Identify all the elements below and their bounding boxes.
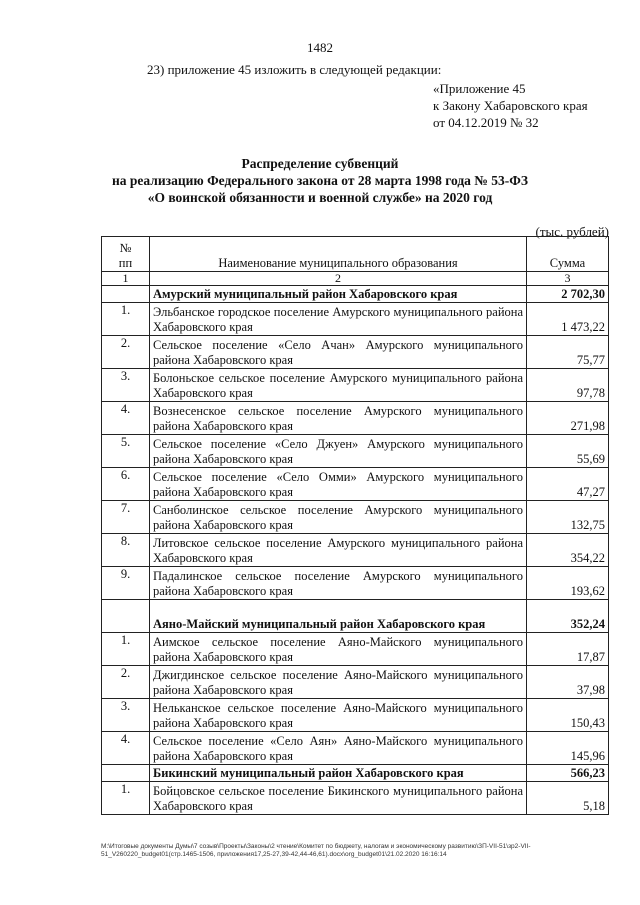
page-number: 1482 bbox=[307, 40, 333, 55]
table-row bbox=[102, 435, 609, 468]
municipality-name: Бойцовское сельское поселение Бикинского муниципального района Хабаровского края bbox=[150, 782, 527, 815]
row-number: 1. bbox=[102, 633, 150, 666]
region-total: 352,24 bbox=[527, 600, 609, 633]
region-name: Амурский муниципальный район Хабаровского края bbox=[150, 286, 527, 303]
region-total: 566,23 bbox=[527, 765, 609, 782]
table-row bbox=[102, 567, 609, 600]
region-number-cell bbox=[102, 765, 150, 782]
row-sum: 75,77 bbox=[527, 336, 609, 369]
region-name: Аяно-Майский муниципальный район Хабаровского края bbox=[150, 600, 527, 633]
header-name: Наименование муниципального образования bbox=[150, 237, 527, 272]
row-sum: 47,27 bbox=[527, 468, 609, 501]
region-row bbox=[102, 765, 609, 782]
row-sum: 193,62 bbox=[527, 567, 609, 600]
region-number-cell bbox=[102, 600, 150, 633]
units-label: (тыс. рублей) bbox=[535, 224, 609, 239]
title-line-3: «О воинской обязанности и военной службе» на 2020 год bbox=[147, 190, 493, 205]
table-row bbox=[102, 732, 609, 765]
table-row bbox=[102, 501, 609, 534]
row-number: 4. bbox=[102, 402, 150, 435]
intro-text: 23) приложение 45 изложить в следующей редакции: bbox=[147, 62, 442, 77]
header-number-line-1: № bbox=[119, 241, 132, 255]
row-number: 1. bbox=[102, 303, 150, 336]
row-number: 3. bbox=[102, 699, 150, 732]
municipality-name: Падалинское сельское поселение Амурского муниципального района Хабаровского края bbox=[150, 567, 527, 600]
row-number: 1. bbox=[102, 782, 150, 815]
table-row bbox=[102, 534, 609, 567]
table-row bbox=[102, 402, 609, 435]
row-number: 2. bbox=[102, 336, 150, 369]
row-sum: 145,96 bbox=[527, 732, 609, 765]
row-sum: 150,43 bbox=[527, 699, 609, 732]
table-header-row bbox=[102, 237, 609, 272]
table-row bbox=[102, 633, 609, 666]
appendix-line-1: «Приложение 45 bbox=[433, 81, 526, 96]
row-number: 4. bbox=[102, 732, 150, 765]
row-number: 5. bbox=[102, 435, 150, 468]
column-index: 3 bbox=[527, 272, 609, 286]
file-path-footer: M:\Итоговые документы Думы\7 созыв\Проекты\Законы\2 чтение\Комитет по бюджету, налогам и экономическому развитию\ЗП-VII-51\зp2-VII-51_V260220_budget01(стр.1465-1506, приложения17,25-27,39-42,44-46,61).docx\org_budget01\21.02.2020 16:16:14 bbox=[101, 843, 531, 858]
municipality-name: Сельское поселение «Село Ачан» Амурского муниципального района Хабаровского края bbox=[150, 336, 527, 369]
row-number: 2. bbox=[102, 666, 150, 699]
column-index: 2 bbox=[150, 272, 527, 286]
row-sum: 271,98 bbox=[527, 402, 609, 435]
municipality-name: Джигдинское сельское поселение Аяно-Майского муниципального района Хабаровского края bbox=[150, 666, 527, 699]
title-line-1: Распределение субвенций bbox=[241, 156, 399, 171]
region-total: 2 702,30 bbox=[527, 286, 609, 303]
row-number: 6. bbox=[102, 468, 150, 501]
subvention-table bbox=[101, 236, 609, 815]
appendix-reference bbox=[433, 80, 588, 131]
row-sum: 55,69 bbox=[527, 435, 609, 468]
table-row bbox=[102, 666, 609, 699]
table-row bbox=[102, 468, 609, 501]
region-number-cell bbox=[102, 286, 150, 303]
municipality-name: Санболинское сельское поселение Амурского муниципального района Хабаровского края bbox=[150, 501, 527, 534]
table-row bbox=[102, 336, 609, 369]
appendix-line-2: к Закону Хабаровского края bbox=[433, 98, 588, 113]
municipality-name: Болоньское сельское поселение Амурского муниципального района Хабаровского края bbox=[150, 369, 527, 402]
title-line-2: на реализацию Федерального закона от 28 марта 1998 года № 53-ФЗ bbox=[112, 173, 528, 188]
row-sum: 37,98 bbox=[527, 666, 609, 699]
row-sum: 132,75 bbox=[527, 501, 609, 534]
municipality-name: Нельканское сельское поселение Аяно-Майского муниципального района Хабаровского края bbox=[150, 699, 527, 732]
row-sum: 354,22 bbox=[527, 534, 609, 567]
region-name: Бикинский муниципальный район Хабаровского края bbox=[150, 765, 527, 782]
municipality-name: Сельское поселение «Село Омми» Амурского муниципального района Хабаровского края bbox=[150, 468, 527, 501]
header-number-line-2: пп bbox=[118, 256, 133, 270]
column-index: 1 bbox=[102, 272, 150, 286]
row-number: 8. bbox=[102, 534, 150, 567]
header-number bbox=[102, 237, 150, 272]
row-sum: 1 473,22 bbox=[527, 303, 609, 336]
table-row bbox=[102, 782, 609, 815]
row-number: 7. bbox=[102, 501, 150, 534]
row-sum: 97,78 bbox=[527, 369, 609, 402]
municipality-name: Сельское поселение «Село Джуен» Амурского муниципального района Хабаровского края bbox=[150, 435, 527, 468]
row-sum: 17,87 bbox=[527, 633, 609, 666]
document-title bbox=[0, 155, 640, 206]
municipality-name: Сельское поселение «Село Аян» Аяно-Майского муниципального района Хабаровского края bbox=[150, 732, 527, 765]
municipality-name: Литовское сельское поселение Амурского муниципального района Хабаровского края bbox=[150, 534, 527, 567]
row-sum: 5,18 bbox=[527, 782, 609, 815]
municipality-name: Эльбанское городское поселение Амурского муниципального района Хабаровского края bbox=[150, 303, 527, 336]
table-row bbox=[102, 303, 609, 336]
municipality-name: Вознесенское сельское поселение Амурского муниципального района Хабаровского края bbox=[150, 402, 527, 435]
municipality-name: Аимское сельское поселение Аяно-Майского муниципального района Хабаровского края bbox=[150, 633, 527, 666]
row-number: 9. bbox=[102, 567, 150, 600]
header-sum: Сумма bbox=[527, 237, 609, 272]
appendix-line-3: от 04.12.2019 № 32 bbox=[433, 115, 539, 130]
table-row bbox=[102, 699, 609, 732]
column-index-row bbox=[102, 272, 609, 286]
region-row bbox=[102, 286, 609, 303]
region-row bbox=[102, 600, 609, 633]
row-number: 3. bbox=[102, 369, 150, 402]
table-row bbox=[102, 369, 609, 402]
